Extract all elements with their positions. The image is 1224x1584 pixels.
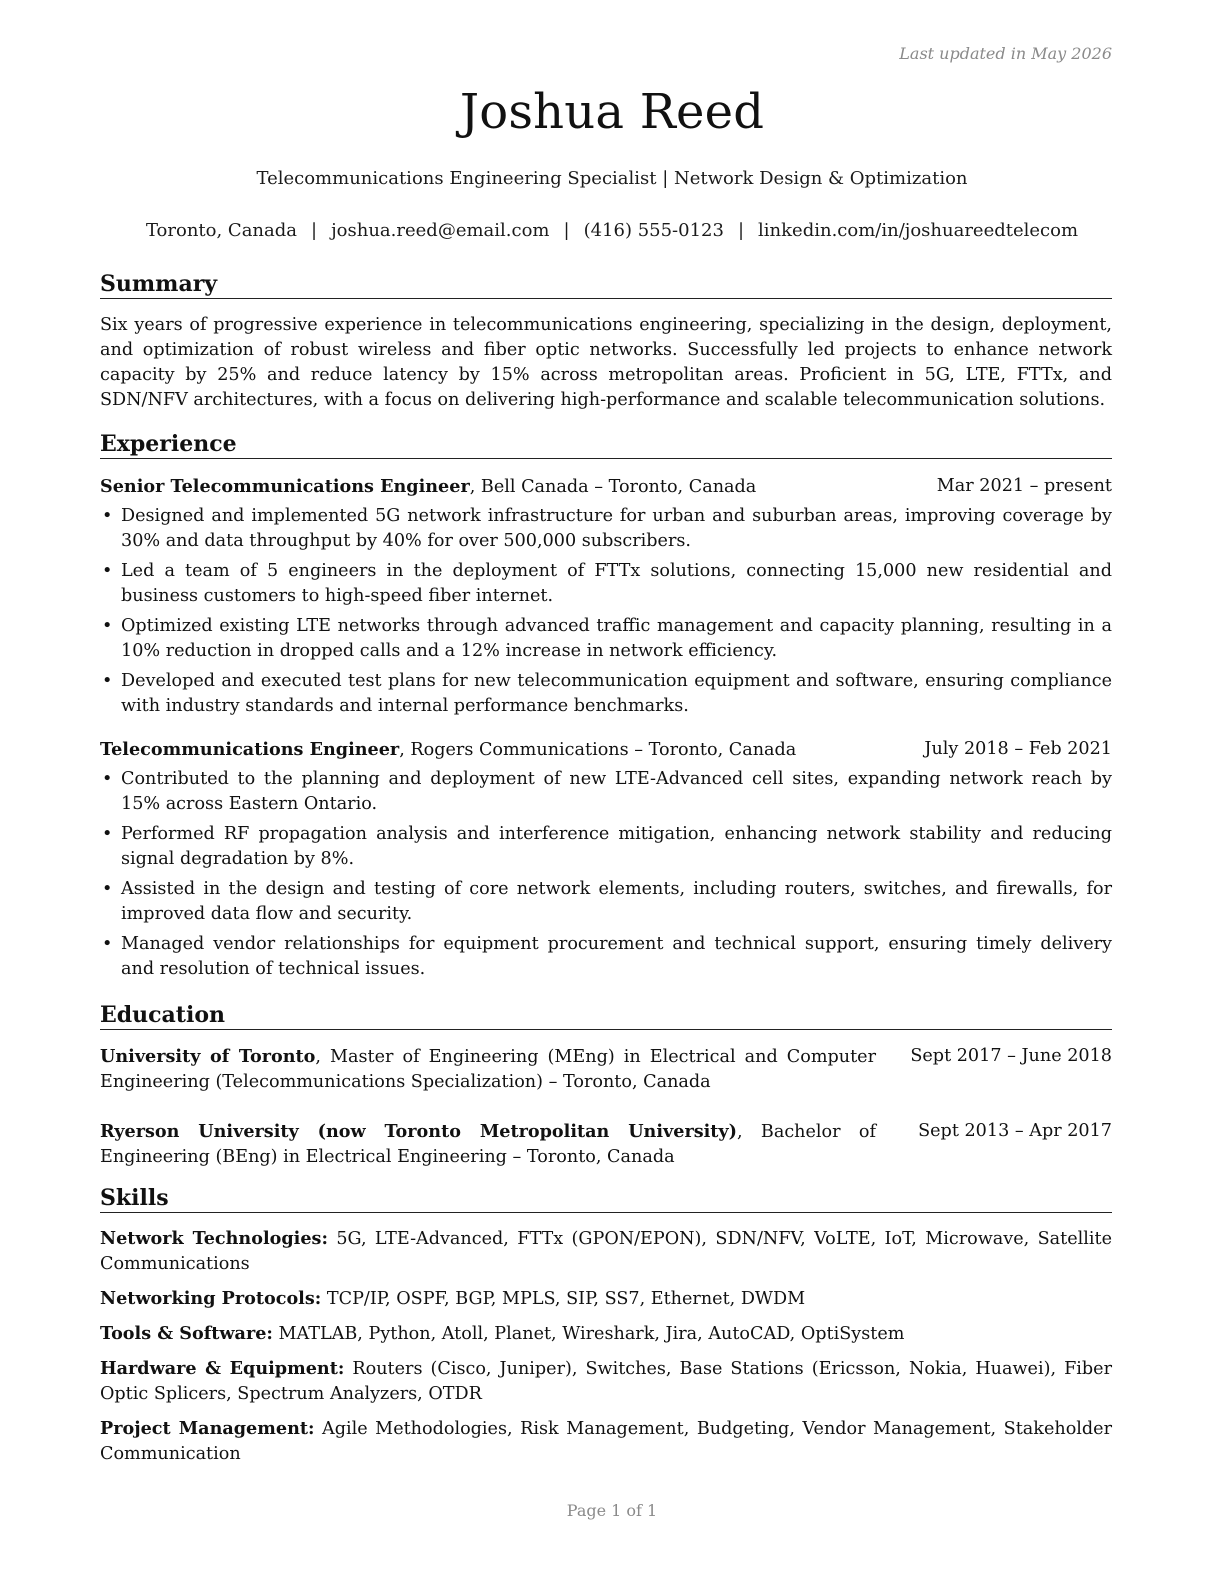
skill-value: 5G, LTE-Advanced, FTTx (GPON/EPON), SDN/NFV, VoLTE, IoT, Microwave, Satellite Communications [100,1229,1112,1274]
section-title-education: Education [100,1001,1112,1030]
last-updated: Last updated in May 2026 [899,44,1112,63]
education-entry [100,1044,1112,1095]
bullet-icon: • [102,934,113,954]
skill-row [100,1416,1112,1467]
list-item: • Developed and executed test plans for new telecommunication equipment and software, ensuring compliance with industry standards and internal performance benchmarks. [102,671,1112,716]
list-item: • Performed RF propagation analysis and interference mitigation, enhancing network stability and reducing signal degradation by 8%. [102,824,1112,869]
experience-section [100,430,1112,987]
list-item: • Managed vendor relationships for equipment procurement and technical support, ensuring timely delivery and resolution of technical issues. [102,934,1112,979]
job-bullets [100,767,1112,982]
education-dates: Sept 2013 – Apr 2017 [918,1121,1112,1141]
bullet-icon: • [102,879,113,899]
job-entry [100,474,1112,719]
skill-row [100,1356,1112,1407]
degree-detail: , Master of Engineering (MEng) in Electrical and Computer Engineering (Telecommunications Specialization) – Toronto, Canada [100,1047,876,1092]
list-item: • Optimized existing LTE networks through advanced traffic management and capacity planning, resulting in a 10% reduction in dropped calls and a 12% increase in network efficiency. [102,616,1112,661]
list-item: • Assisted in the design and testing of core network elements, including routers, switches, and firewalls, for improved data flow and security. [102,879,1112,924]
contact-linkedin[interactable]: linkedin.com/in/joshuareedtelecom [758,220,1079,241]
list-item: • Led a team of 5 engineers in the deployment of FTTx solutions, connecting 15,000 new residential and business customers to high-speed fiber internet. [102,561,1112,606]
education-entry [100,1119,1112,1170]
job-bullets [100,504,1112,719]
skill-value: MATLAB, Python, Atoll, Planet, Wireshark, Jira, AutoCAD, OptiSystem [272,1324,905,1344]
summary-section [100,270,1112,413]
contact-separator: | [737,220,745,241]
bullet-icon: • [102,616,113,636]
contact-separator: | [311,220,318,241]
job-dates: Mar 2021 – present [936,476,1112,496]
skill-value: TCP/IP, OSPF, BGP, MPLS, SIP, SS7, Ethernet, DWDM [321,1289,806,1309]
job-entry [100,737,1112,982]
page-number: Page 1 of 1 [566,1501,658,1520]
contact-email[interactable]: joshua.reed@email.com [331,220,550,241]
skill-label: Tools & Software: [100,1323,273,1344]
list-item: • Designed and implemented 5G network infrastructure for urban and suburban areas, improving coverage by 30% and data throughput by 40% for over 500,000 subscribers. [102,506,1112,551]
skill-row [100,1226,1112,1277]
school-name: Ryerson University (now Toronto Metropolitan University) [100,1121,737,1142]
section-title-skills: Skills [100,1184,1112,1213]
summary-text: Six years of progressive experience in telecommunications engineering, specializing in the design, deployment, and optimization of robust wireless and fiber optic networks. Successfully led projects to enhance network capacity by 25% and reduce latency by 15% across metropolitan areas. Proficient in 5G, LTE, FTTx, and SDN/NFV architectures, with a focus on delivering high-performance and scalable telecommunication solutions. [100,315,1112,410]
contact-location: Toronto, Canada [145,220,298,241]
skill-row [100,1286,1112,1312]
job-org: , Bell Canada – Toronto, Canada [469,477,757,497]
skill-row [100,1321,1112,1347]
school-name: University of Toronto [100,1046,316,1067]
contact-phone[interactable]: (416) 555-0123 [583,220,724,241]
contact-line [0,220,1224,241]
education-section [100,1001,1112,1170]
job-header [100,737,1112,763]
skill-label: Networking Protocols: [100,1288,322,1309]
bullet-icon: • [102,824,113,844]
job-dates: July 2018 – Feb 2021 [924,739,1112,759]
degree-detail: , Bachelor of Engineering (BEng) in Electrical Engineering – Toronto, Canada [100,1122,877,1167]
skills-section [100,1184,1112,1476]
job-role: Telecommunications Engineer [100,739,400,760]
skill-value: Routers (Cisco, Juniper), Switches, Base Stations (Ericsson, Nokia, Huawei), Fiber Optic Splicers, Spectrum Analyzers, OTDR [100,1359,1113,1404]
job-header [100,474,1112,500]
candidate-name: Joshua Reed [459,84,765,140]
job-role: Senior Telecommunications Engineer [100,476,470,497]
list-item: • Contributed to the planning and deployment of new LTE-Advanced cell sites, expanding network reach by 15% across Eastern Ontario. [102,769,1112,814]
section-title-summary: Summary [100,270,1112,299]
bullet-icon: • [102,561,113,581]
skill-label: Hardware & Equipment: [100,1358,345,1379]
job-org: , Rogers Communications – Toronto, Canada [399,740,797,760]
skill-label: Project Management: [100,1418,315,1439]
contact-separator: | [563,220,570,241]
skills-list [100,1226,1112,1467]
bullet-icon: • [102,506,113,526]
section-title-experience: Experience [100,430,1112,459]
education-dates: Sept 2017 – June 2018 [910,1046,1112,1066]
bullet-icon: • [102,671,113,691]
skill-label: Network Technologies: [100,1228,328,1249]
headline: Telecommunications Engineering Specialist | Network Design & Optimization [256,168,968,189]
skill-value: Agile Methodologies, Risk Management, Budgeting, Vendor Management, Stakeholder Communication [100,1419,1112,1464]
bullet-icon: • [102,769,113,789]
